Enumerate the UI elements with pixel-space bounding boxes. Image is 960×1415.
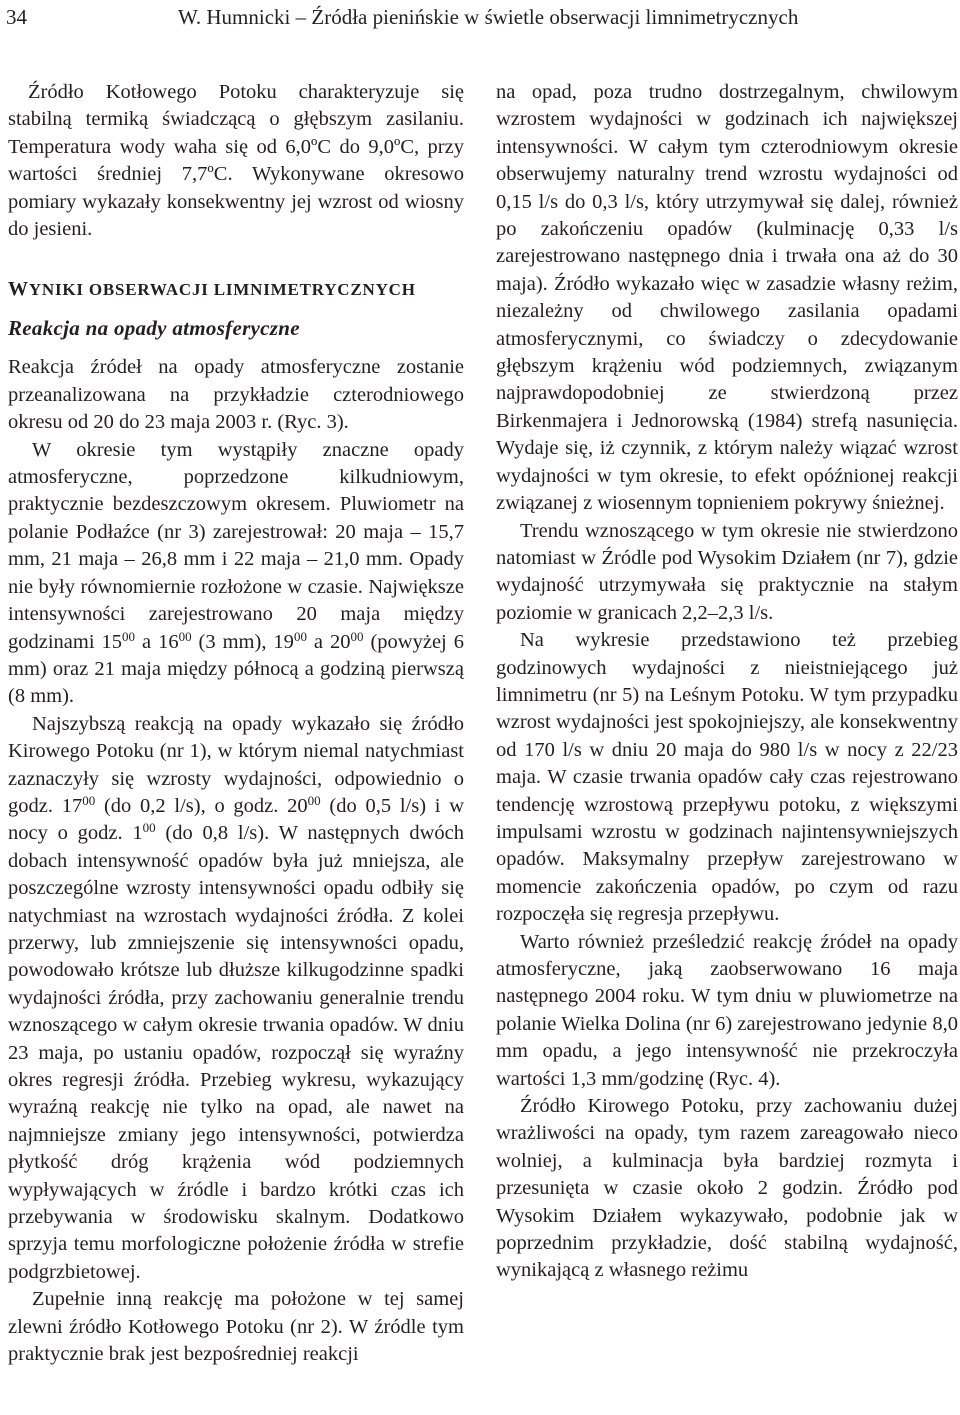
paragraph: Reakcja źródeł na opady atmosferyczne zostanie przeanalizowana na przykładzie czterodniowego okresu od 20 do 23 maja 2003 r. (Ryc. 3). (8, 356, 464, 434)
paragraph: Warto również prześledzić reakcję źródeł na opady atmosferyczne, jaką zaobserwowano 16 maja następnego 2004 roku. W tym dniu w pluwiometrze na polanie Wielka Dolina (nr 6) zarejestrowano jedynie 8,0 mm opadu, a jego intensywność nie przekroczyła wartości 1,3 mm/godzinę (Ryc. 4). (496, 930, 958, 1090)
superscript: 00 (293, 628, 307, 644)
paragraph: Na wykresie przedstawiono też przebieg godzinowych wydajności z nieistniejącego już limnimetru (nr 5) na Leśnym Potoku. W tym przypadku wzrost wydajności jest spokojniejszy, ale konsekwentny od 170 l/s w dniu 20 maja do 980 l/s w nocy z 22/23 maja. W czasie trwania opadów cały czas rejestrowano tendencję wzrostową przepływu potoku, z większymi impulsami wzrostu w godzinach najintensywniejszych opadów. Maksymalny przepływ zarejestrowano w momencie zakończenia opadów, po czym od razu rozpoczęła się regresja przepływu. (496, 629, 958, 926)
section-heading-rest: YNIKI OBSERWACJI LIMNIMETRYCZNYCH (28, 280, 416, 300)
superscript: 00 (350, 628, 364, 644)
paragraph: W okresie tym wystąpiły znaczne opady atmosferyczne, poprzedzone kilkudniowym, praktycznie bezdeszczowym okresem. Pluwiometr na polanie Podłaźce (nr 3) zarejestrował: 20 maja – 15,7 mm, 21 maja – 26,8 mm i 22 maja – 21,0 mm. Opady nie były równomiernie rozłożone w czasie. Największe intensywności zarejestrowano 20 maja między godzinami $15^{00}$ a $16^{00}$ (3 mm), $19^{00}$ a $20^{00}$ (powyżej 6 mm) oraz 21 maja między północą a godziną pierwszą (8 mm). (8, 438, 464, 708)
paragraph: Źródło Kirowego Potoku, przy zachowaniu dużej wrażliwości na opady, tym razem zareagowało nieco wolniej, a kulminacja była bardziej rozmyta i przesunięta w czasie około 2 godzin. Źródło pod Wysokim Działem wykazywało, podobnie jak w poprzednim przykładzie, dość stabilną wydajność, wynikającą z własnego reżimu (496, 1095, 958, 1282)
superscript: 00 (178, 628, 192, 644)
paragraph: Zupełnie inną reakcję ma położone w tej samej zlewni źródło Kotłowego Potoku (nr 2). W źródle tym praktycznie brak jest bezpośredniej reakcji (8, 1288, 464, 1366)
paragraph: na opad, poza trudno dostrzegalnym, chwilowym wzrostem wydajności w godzinach ich największej intensywności. W całym tym czterodniowym okresie obserwujemy naturalny trend wzrostu wydajności od 0,15 l/s do 0,3 l/s, który utrzymywał się dalej, również po zakończeniu opadów (kulminację 0,33 l/s zarejestrowano następnego dnia i trwała ona aż do 30 maja). Źródło wykazało więc w zasadzie własny reżim, niezależny od chwilowego zasilania opadami atmosferycznymi, co świadczy o zdecydowanie głębszym krążeniu wód podziemnych, związanym najprawdopodobniej ze stwierdzoną przez Birkenmajera i Jednorowską (1984) strefą nasunięcia. Wydaje się, iż czynnik, z którym należy wiązać wzrost wydajności w tym okresie, to efekt opóźnionej reakcji związanej z wiosennym topnieniem pokrywy śnieżnej. (496, 81, 958, 515)
intro-paragraph: Źródło Kotłowego Potoku charakteryzuje się stabilną termiką świadczącą o głębszym zasilaniu. Temperatura wody waha się od 6,0ºC do 9,0ºC, przy wartości średniej 7,7ºC. Wykonywane okresowo pomiary wykazały konsekwentny jej wzrost od wiosny do jesieni. (8, 81, 464, 241)
superscript: 00 (122, 628, 136, 644)
page-number: 34 (6, 5, 27, 29)
right-column (496, 79, 958, 1285)
superscript: 00 (307, 792, 321, 808)
section-heading (8, 277, 464, 302)
paragraph: Najszybszą reakcją na opady wykazało się źródło Kirowego Potoku (nr 1), w którym niemal natychmiast zaznaczyły się wzrosty wydajności, odpowiednio o godz. $17^{00}$ (do 0,2 l/s), o godz. $20^{00}$ (do 0,5 l/s) i w nocy o godz. $1^{00}$ (do 0,8 l/s). W następnych dwóch dobach intensywność opadów była już mniejsza, ale poszczególne wzrosty intensywności opadu odbiły się natychmiast na wzrostach wydajności źródła. Z kolei przerwy, lub zmniejszenie się intensywności opadu, powodowało krótsze lub dłuższe kilkugodzinne spadki wydajności źródła, przy zachowaniu generalnie trendu wznoszącego w całym okresie trwania opadów. W dniu 23 maja, po ustaniu opadów, rozpoczął się wyraźny okres regresji źródła. Przebieg wykresu, wykazujący wyraźną reakcję nie tylko na opad, ale nawet na najmniejsze zmiany jego intensywności, potwierdza płytkość dróg krążenia wód podziemnych wypływających w źródle i bardzo krótki czas ich przebywania w środowisku skalnym. Dodatkowo sprzyja temu morfologiczne położenie źródła w strefie podgrzbietowej. (8, 712, 464, 1283)
left-column (8, 79, 464, 1368)
superscript: 00 (142, 820, 156, 836)
section-heading-initial: W (8, 278, 29, 301)
superscript: 00 (82, 792, 96, 808)
paragraph: Trendu wznoszącego w tym okresie nie stwierdzono natomiast w Źródle pod Wysokim Działem (nr 7), gdzie wydajność utrzymywała się praktycznie na stałym poziomie w granicach 2,2–2,3 l/s. (496, 519, 958, 624)
running-header: W. Humnicki – Źródła pienińskie w świetle obserwacji limnimetrycznych (178, 5, 799, 29)
subsection-heading: Reakcja na opady atmosferyczne (8, 316, 300, 341)
